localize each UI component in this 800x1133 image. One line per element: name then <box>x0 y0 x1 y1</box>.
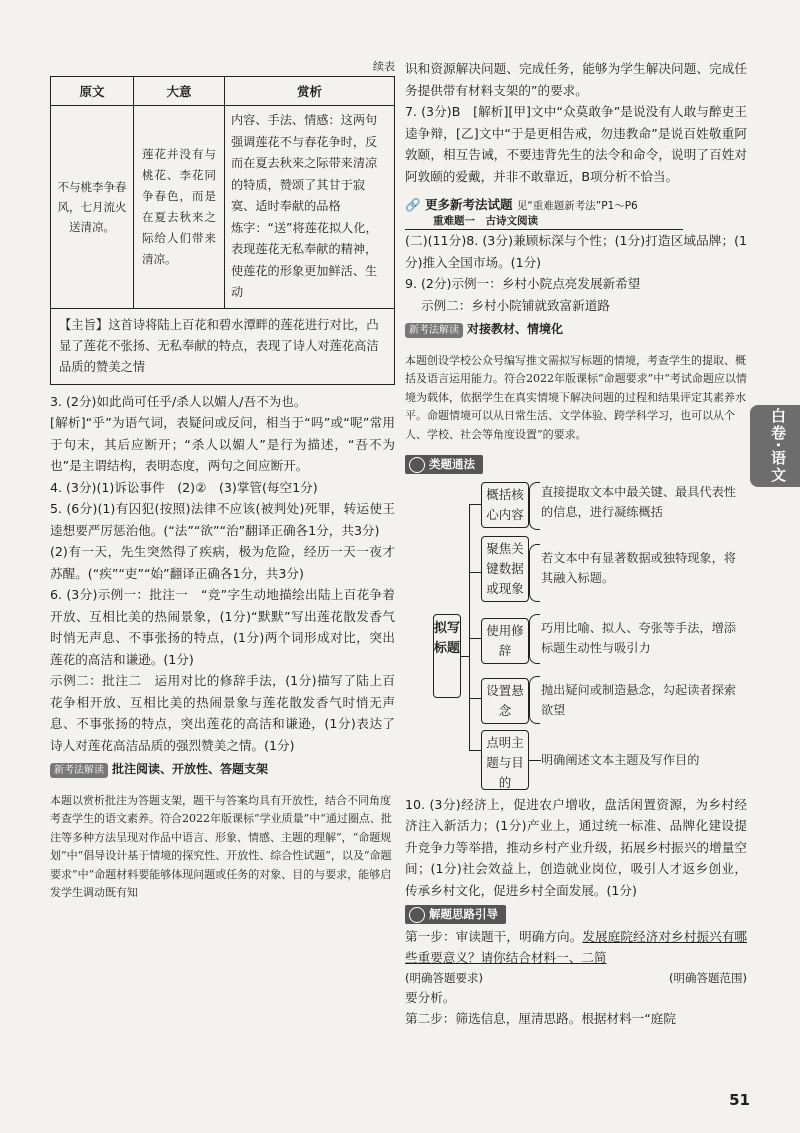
right-column <box>405 60 747 1030</box>
answer-q10: 10. (3分)经济上，促进农户增收，盘活闲置资源，为乡村经济注入新活力；(1分)产业上，通过统一标准、品牌化建设提升竞争力等举措，推动乡村产业升级，拓展乡村振兴的增量空间；(1分)社会效益上，创造就业岗位，吸引人才返乡创业，传承乡村文化，促进乡村全面发展。(1分) <box>405 796 747 898</box>
key-icon <box>409 457 425 473</box>
answer-q4: 4. (3分)(1)诉讼事件 (2)② (3)掌管(每空1分) <box>50 479 318 495</box>
left-column <box>50 60 395 914</box>
new-exam-title-left: 批注阅读、开放性、答题支架 <box>112 762 269 776</box>
analysis-q3: [解析]“乎”为语气词，表疑问或反问，相当于“吗”或“呢”常用于句末，其后应断开；“杀人以媚人”是行为描述，“吾不为也”是主谓结构，表明态度，两句之间应断开。 <box>50 415 395 473</box>
more-subtitle: 重难题一 古诗文阅读 <box>405 213 683 230</box>
table-cell-meaning: 莲花并没有与桃花、李花同争春色，而是在夏去秋来之际给人们带来清凉。 <box>134 106 225 309</box>
diagram-node-3: 使用修辞 <box>481 618 529 664</box>
method-header <box>405 455 747 474</box>
table-header-meaning: 大意 <box>134 77 225 106</box>
diagram-desc-5: 明确阐述文本主题及写作目的 <box>541 752 700 767</box>
continued-text: 识和资源解决问题、完成任务，能够为学生解决问题、完成任务提供带有材料支架的”的要求。 <box>405 61 747 98</box>
method-title: 类题通法 <box>429 457 475 471</box>
continued-label: 续表 <box>373 60 395 73</box>
diagram-node-1: 概括核心内容 <box>481 482 529 528</box>
more-new-questions <box>405 195 747 213</box>
appreciation-word: 炼字：“送”将莲花拟人化，表现莲花无私奉献的精神，使莲花的形象更加鲜活、生动 <box>231 220 378 299</box>
answer-q7: 7. (3分)B [解析][甲]文中“众莫敢争”是说没有人敢与醉吏王逵争辩，[乙]文中“于是更相告戒，勿违教命”是说百姓敬重阿敦颐，相互告诫，不要违背先生的法令和命令，说明了百姓对阿敦颐的爱戴，并非不敢靠近，B项分析不恰当。 <box>405 104 747 184</box>
answer-q6-2: 示例二：批注二 运用对比的修辞手法，(1分)描写了陆上百花争相开放、互相比美的热闹景象与莲花散发香气时悄无声息、不事张扬的特点，突出莲花的高洁和谦逊，(1分)表达了诗人对莲花高洁品质的强烈赞美之情。(1分) <box>50 673 395 753</box>
diagram-desc-4: 抛出疑问或制造悬念，勾起读者探索欲望 <box>541 682 736 717</box>
step-2: 第二步：筛选信息，厘清思路。根据材料一“庭院 <box>405 1011 676 1026</box>
diagram-desc-1: 直接提取文本中最关键、最具代表性的信息，进行凝练概括 <box>541 484 736 519</box>
step-1-end: 要分析。 <box>405 989 456 1005</box>
step-1 <box>405 926 747 969</box>
link-icon: 🔗 <box>405 197 421 212</box>
diagram-node-2: 聚焦关键数据或现象 <box>481 536 529 602</box>
guide-title: 解题思路引导 <box>429 907 498 921</box>
new-exam-text-right: 本题创设学校公众号编写推文需拟写标题的情境，考查学生的提取、概括及语言运用能力。符合2022年版课标“命题要求”中“考试命题应以情境为载体，依据学生在真实情境下解决问题的过程和结果评定其素养水平。命题情境可以从日常生活、文学体验、跨学科学习，也可以从个人、学校、社会等角度设置”的要求。 <box>405 353 747 441</box>
subject-side-tab: 白卷·语文 <box>750 405 800 487</box>
step-1-notes <box>405 969 747 987</box>
step-1-note-right: (明确答题范围) <box>669 970 747 985</box>
new-exam-badge-right: 新考法解读 <box>405 323 463 338</box>
step-1-note-left: (明确答题要求) <box>405 970 483 985</box>
answer-q8: (二)(11分)8. (3分)兼顾标深与个性；(1分)打造区域品牌；(1分)推入全国市场。(1分) <box>405 233 747 270</box>
answer-q9-1: 9. (2分)示例一：乡村小院点亮发展新希望 <box>405 276 641 291</box>
new-exam-title-right: 对接教材、情境化 <box>467 322 564 336</box>
diagram-desc-2: 若文本中有显著数据或独特现象，将其融入标题。 <box>541 550 736 585</box>
new-exam-badge-left: 新考法解读 <box>50 763 108 778</box>
answer-q3: 3. (2分)如此尚可任乎/杀人以媚人/吾不为也。 <box>50 393 307 409</box>
appreciation-content: 内容、手法、情感：这两句强调莲花不与春花争时，反而在夏去秋来之际带来清凉的特质，赞颂了其甘于寂寞、适时奉献的品格 <box>231 113 378 213</box>
answer-q5-1: 5. (6分)(1)有囚犯(按照)法律不应该(被判处)死罪，转运使王逵想要严厉惩治他。(“法”“欲”“治”翻译正确各1分，共3分) <box>50 501 395 538</box>
table-theme-row: 【主旨】这首诗将陆上百花和碧水潭畔的莲花进行对比，凸显了莲花不张扬、无私奉献的特点，表现了诗人对莲花高洁品质的赞美之情 <box>51 308 395 384</box>
step-1-question: 发展庭院经济对乡村振兴有哪些重要意义？请你结合材料一、二简 <box>405 928 748 965</box>
diagram-node-5: 点明主题与目的 <box>481 730 529 790</box>
book-icon <box>409 907 425 923</box>
answer-q5-2: (2)有一天，先生突然得了疾病，极为危险，经历一天一夜才苏醒。(“疾”“吏”“始”翻译正确各1分，共3分) <box>50 544 395 581</box>
guide-header <box>405 905 747 924</box>
table-header-appreciation: 赏析 <box>225 77 395 106</box>
title-method-diagram <box>405 480 747 790</box>
new-exam-text-left: 本题以赏析批注为答题支架，题干与答案均具有开放性，结合不同角度考查学生的语文素养。符合2022年版课标“学业质量”中“通过圈点、批注等多种方法呈现对作品中语言、形象、情感、主题的理解”，“命题规划”中“倡导设计基于情境的探究性、开放性、综合性试题”，以及“命题要求”中“命题材料要能够体现问题或任务的对象、目的与要求，能够启发学生调动既有知 <box>50 793 392 899</box>
answer-q9-2: 示例二：乡村小院铺就致富新道路 <box>421 297 610 313</box>
table-cell-original: 不与桃李争春风，七月流火送清凉。 <box>51 106 134 309</box>
more-title: 更多新考法试题 <box>424 197 513 212</box>
new-exam-note-right <box>405 318 747 341</box>
step-1-label: 第一步：审读题干，明确方向。 <box>405 928 583 944</box>
page-number: 51 <box>729 1091 750 1109</box>
gloss-table <box>50 76 395 385</box>
more-reference: 见“重难题新考法”P1～P6 <box>516 200 638 212</box>
answer-q6-1: 6. (3分)示例一：批注一 “竞”字生动地描绘出陆上百花争着开放、互相比美的热闹景象，(1分)“默默”写出莲花散发香气时悄无声息、不事张扬的特点，(1分)两个词形成对比，突出莲花的高洁和谦逊。(1分) <box>50 587 395 667</box>
new-exam-note-left <box>50 758 395 781</box>
table-cell-appreciation <box>225 106 395 309</box>
table-header-original: 原文 <box>51 77 134 106</box>
diagram-node-4: 设置悬念 <box>481 678 529 724</box>
diagram-desc-3: 巧用比喻、拟人、夸张等手法，增添标题生动性与吸引力 <box>541 620 736 655</box>
diagram-root: 拟写标题 <box>433 614 461 698</box>
